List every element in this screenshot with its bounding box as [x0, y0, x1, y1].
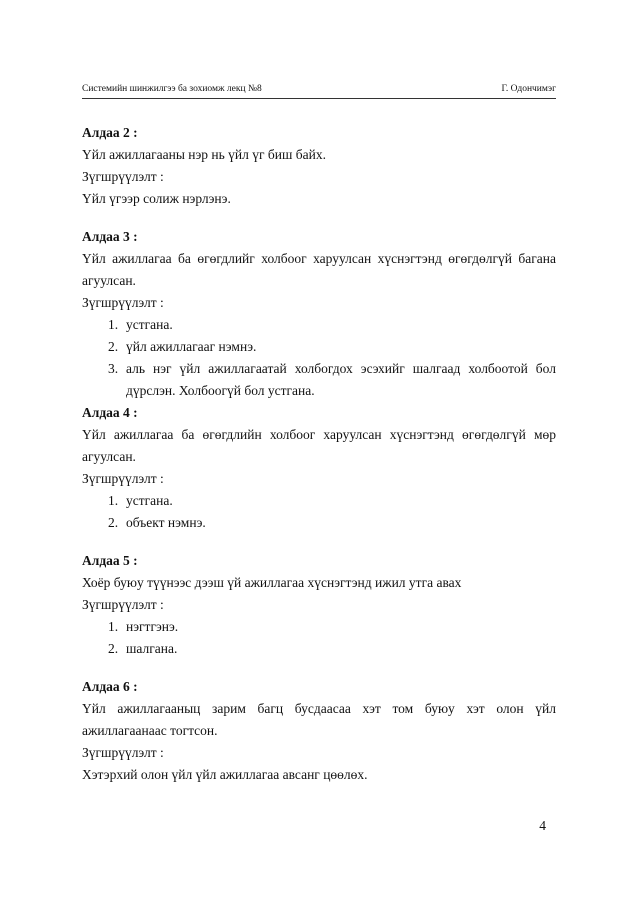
list-number: 2. [108, 339, 119, 354]
list-item [82, 336, 556, 358]
error-section [82, 676, 556, 786]
list-item [82, 314, 556, 336]
fix-label: Зүгшрүүлэлт : [82, 597, 164, 612]
section-heading: Алдаа 2 : [82, 125, 138, 140]
header-author: Г. Одончимэг [501, 84, 556, 94]
fix-list [82, 616, 556, 660]
section-heading: Алдаа 6 : [82, 679, 138, 694]
list-number: 1. [108, 619, 119, 634]
list-number: 2. [108, 515, 119, 530]
list-text: устгана. [126, 317, 173, 332]
running-header [82, 80, 556, 99]
list-item [82, 512, 556, 534]
list-number: 1. [108, 493, 119, 508]
document-body [82, 122, 556, 802]
fix-text: Үйл үгээр солиж нэрлэнэ. [82, 191, 231, 206]
list-text: үйл ажиллагааг нэмнэ. [126, 339, 257, 354]
fix-text: Хэтэрхий олон үйл үйл ажиллагаа авсанг цөөлөх. [82, 767, 368, 782]
problem-text: Хоёр буюу түүнээс дээш үй ажиллагаа хүснэгтэнд ижил утга авах [82, 575, 462, 590]
fix-list [82, 490, 556, 534]
section-heading: Алдаа 3 : [82, 229, 138, 244]
list-number: 1. [108, 317, 119, 332]
fix-label: Зүгшрүүлэлт : [82, 295, 164, 310]
error-section [82, 122, 556, 210]
list-item [82, 490, 556, 512]
fix-label: Зүгшрүүлэлт : [82, 169, 164, 184]
section-heading: Алдаа 4 : [82, 405, 138, 420]
problem-text: Үйл ажиллагааны нэр нь үйл үг биш байх. [82, 147, 327, 162]
fix-label: Зүгшрүүлэлт : [82, 745, 164, 760]
problem-text: Үйл ажиллагаа ба өгөгдлийг холбоог харуулсан хүснэгтэнд өгөгдөлгүй багана агуулсан. [82, 251, 556, 288]
list-text: устгана. [126, 493, 173, 508]
error-section [82, 550, 556, 660]
list-text: шалгана. [126, 641, 178, 656]
list-item [82, 358, 556, 402]
list-number: 3. [108, 361, 119, 376]
list-item [82, 616, 556, 638]
list-text: нэгтгэнэ. [126, 619, 179, 634]
list-text: объект нэмнэ. [126, 515, 206, 530]
list-number: 2. [108, 641, 119, 656]
error-section [82, 226, 556, 402]
problem-text: Үйл ажиллагаа ба өгөгдлийн холбоог харуулсан хүснэгтэнд өгөгдөлгүй мөр агуулсан. [82, 427, 556, 464]
fix-label: Зүгшрүүлэлт : [82, 471, 164, 486]
page-number: 4 [539, 818, 546, 833]
section-heading: Алдаа 5 : [82, 553, 138, 568]
problem-text: Үйл ажиллагааныц зарим багц бусдаасаа хэт том буюу хэт олон үйл ажиллагаанаас тогтсон. [82, 701, 556, 738]
list-text: аль нэг үйл ажиллагаатай холбогдох эсэхийг шалгаад холбоотой бол дүрслэн. Холбоогүй бол устгана. [126, 361, 556, 398]
header-title: Системийн шинжилгээ ба зохиомж лекц №8 [82, 84, 262, 94]
fix-list [82, 314, 556, 402]
list-item [82, 638, 556, 660]
error-section [82, 402, 556, 534]
